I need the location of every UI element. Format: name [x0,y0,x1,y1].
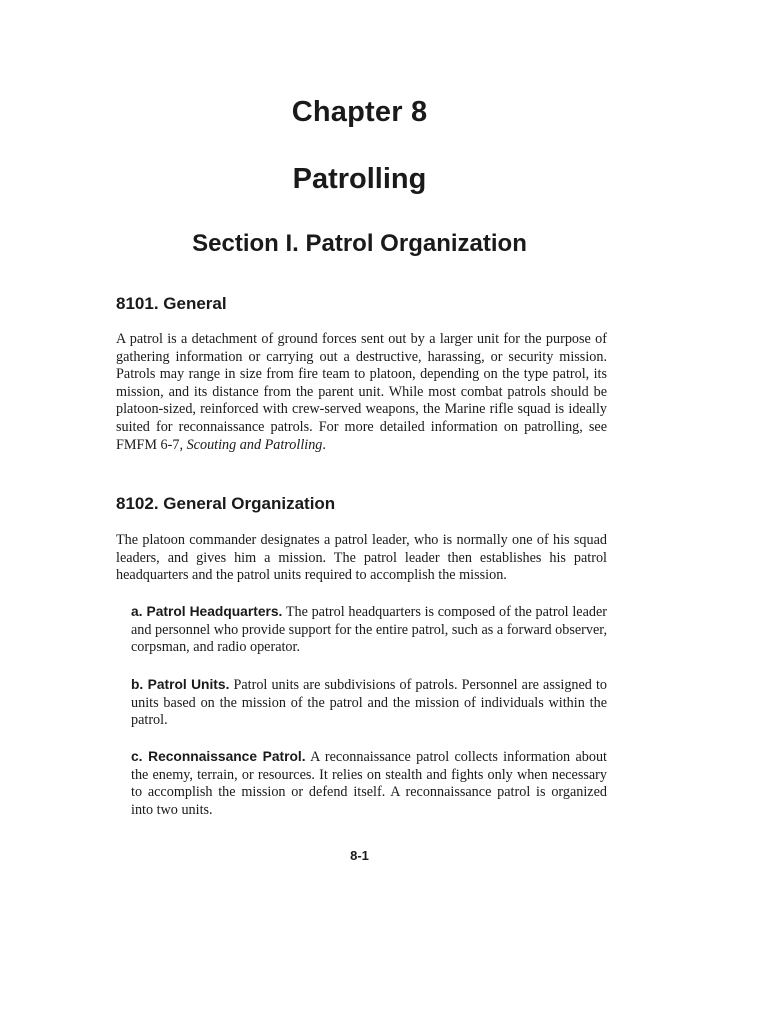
subparagraph-patrol-units [131,676,607,730]
heading-8102: 8102. General Organization [116,494,336,513]
subparagraph-text: A reconnaissance patrol collects information about the enemy, terrain, or resources. It relies on stealth and fights only when necessary to accomplish the mission or defend itself. A reconnaissance patrol is organized into two units. [131,749,607,818]
subparagraph-label: a. Patrol Headquarters. [131,604,283,619]
subparagraph-text: Patrol units are subdivisions of patrols. Personnel are assigned to units based on the mission of the patrol and the mission of individuals within the patrol. [131,677,608,729]
paragraph-8102: The platoon commander designates a patrol leader, who is normally one of his squad leaders, and gives him a mission. The patrol leader then establishes his patrol headquarters and the patrol units required to accomplish the mission. [116,532,607,584]
paragraph-8101: A patrol is a detachment of ground forces sent out by a larger unit for the purpose of gathering information or carrying out a destructive, harassing, or security mission. Patrols may range in size from fire team to platoon, depending on the type patrol, its mission, and its distance from the parent unit. While most combat patrols should be platoon-sized, reinforced with crew-served weapons, the Marine rifle squad is ideally suited for reconnaissance patrols. For more detailed information on patrolling, see FMFM 6-7, Scouting and Patrolling. [116,331,607,453]
subparagraph-patrol-headquarters [131,603,607,657]
reference-title: Scouting and Patrolling [186,436,323,453]
heading-8101: 8101. General [116,294,227,313]
subparagraph-label: c. Reconnaissance Patrol. [131,749,306,764]
section-title: Section I. Patrol Organization [192,230,527,257]
chapter-subtitle: Patrolling [292,163,427,195]
subparagraph-text: The patrol headquarters is composed of the patrol leader and personnel who provide support for the entire patrol, such as a forward observer, corpsman, and radio operator. [131,604,607,656]
page-number: 8-1 [350,848,369,863]
paragraph-8101-text: A patrol is a detachment of ground forces sent out by a larger unit for the purpose of gathering information or carrying out a destructive, harassing, or security mission. Patrols may range in size from fire team to platoon, depending on the type patrol, its mission, and its distance from the parent unit. While most combat patrols should be platoon-sized, reinforced with crew-served weapons, the Marine rifle squad is ideally suited for reconnaissance patrols. For more detailed information on patrolling, see FMFM 6-7, [116,331,607,453]
chapter-title: Chapter 8 [291,96,428,128]
subparagraph-reconnaissance-patrol [131,748,607,819]
subparagraph-label: b. Patrol Units. [131,677,230,692]
